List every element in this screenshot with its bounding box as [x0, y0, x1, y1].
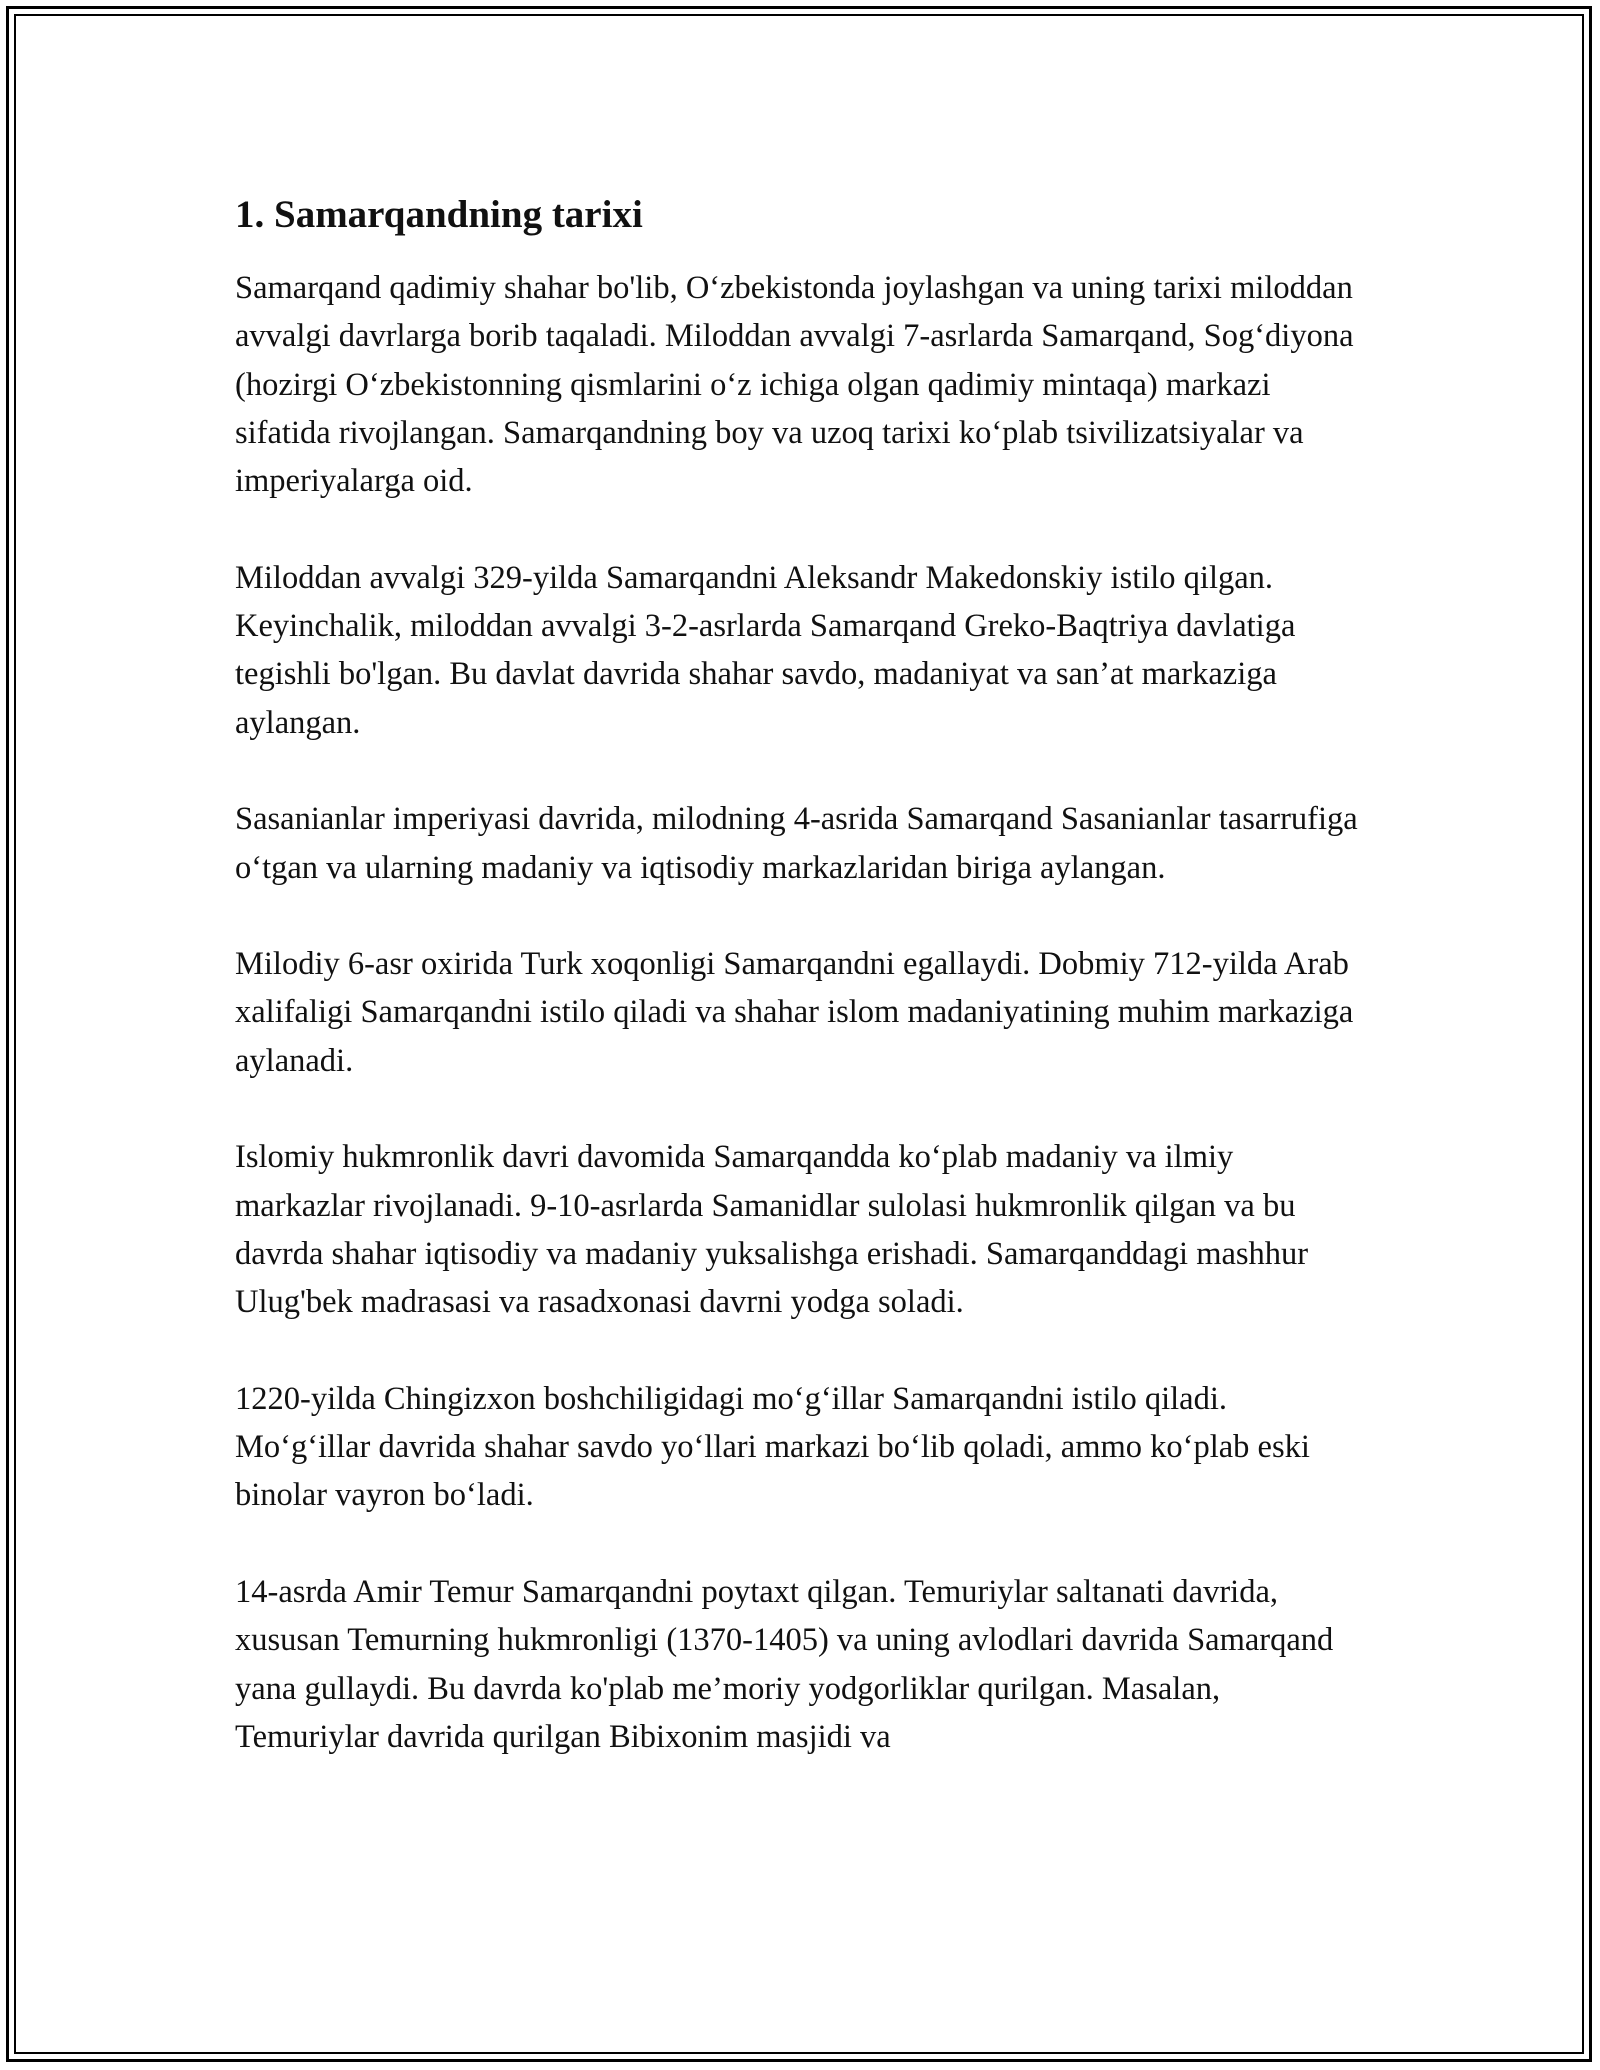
paragraph-6: 1220-yilda Chingizxon boshchiligidagi mo‘g‘illar Samarqandni istilo qiladi. Mo‘g‘illar davrida shahar savdo yo‘llari markazi bo‘lib qoladi, ammo ko‘plab eski binolar vayron bo‘ladi.: [235, 1380, 1310, 1514]
paragraph-4: Milodiy 6-asr oxirida Turk xoqonligi Samarqandni egallaydi. Dobmiy 712-yilda Arab xalifaligi Samarqandni istilo qiladi va shahar islom madaniyatining muhim markaziga aylanadi.: [235, 946, 1354, 1079]
document-body: [235, 190, 1370, 1761]
section-heading: 1. Samarqandning tarixi: [235, 193, 643, 236]
paragraph-5: Islomiy hukmronlik davri davomida Samarqandda ko‘plab madaniy va ilmiy markazlar rivojlanadi. 9-10-asrlarda Samanidlar sulolasi hukmronlik qilgan va bu davrda shahar iqtisodiy va madaniy yuksalishga erishadi. Samarqanddagi mashhur Ulug'bek madrasasi va rasadxonasi davrni yodga soladi.: [235, 1139, 1309, 1321]
paragraph-1: Samarqand qadimiy shahar bo'lib, O‘zbekistonda joylashgan va uning tarixi miloddan avvalgi davrlarga borib taqaladi. Miloddan avvalgi 7-asrlarda Samarqand, Sog‘diyona (hozirgi O‘zbekistonning qismlarini o‘z ichiga olgan qadimiy mintaqa) markazi sifatida rivojlangan. Samarqandning boy va uzoq tarixi ko‘plab tsivilizatsiyalar va imperiyalarga oid.: [235, 270, 1354, 500]
paragraph-7: 14-asrda Amir Temur Samarqandni poytaxt qilgan. Temuriylar saltanati davrida, xususan Temurning hukmronligi (1370-1405) va uning avlodlari davrida Samarqand yana gullaydi. Bu davrda ko'plab me’moriy yodgorliklar qurilgan. Masalan, Temuriylar davrida qurilgan Bibixonim masjidi va: [235, 1574, 1334, 1755]
paragraph-3: Sasanianlar imperiyasi davrida, milodning 4-asrida Samarqand Sasanianlar tasarrufiga o‘tgan va ularning madaniy va iqtisodiy markazlaridan biriga aylangan.: [235, 801, 1358, 886]
paragraph-2: Miloddan avvalgi 329-yilda Samarqandni Aleksandr Makedonskiy istilo qilgan. Keyinchalik, miloddan avvalgi 3-2-asrlarda Samarqand Greko-Baqtriya davlatiga tegishli bo'lgan. Bu davlat davrida shahar savdo, madaniyat va san’at markaziga aylangan.: [235, 559, 1296, 741]
